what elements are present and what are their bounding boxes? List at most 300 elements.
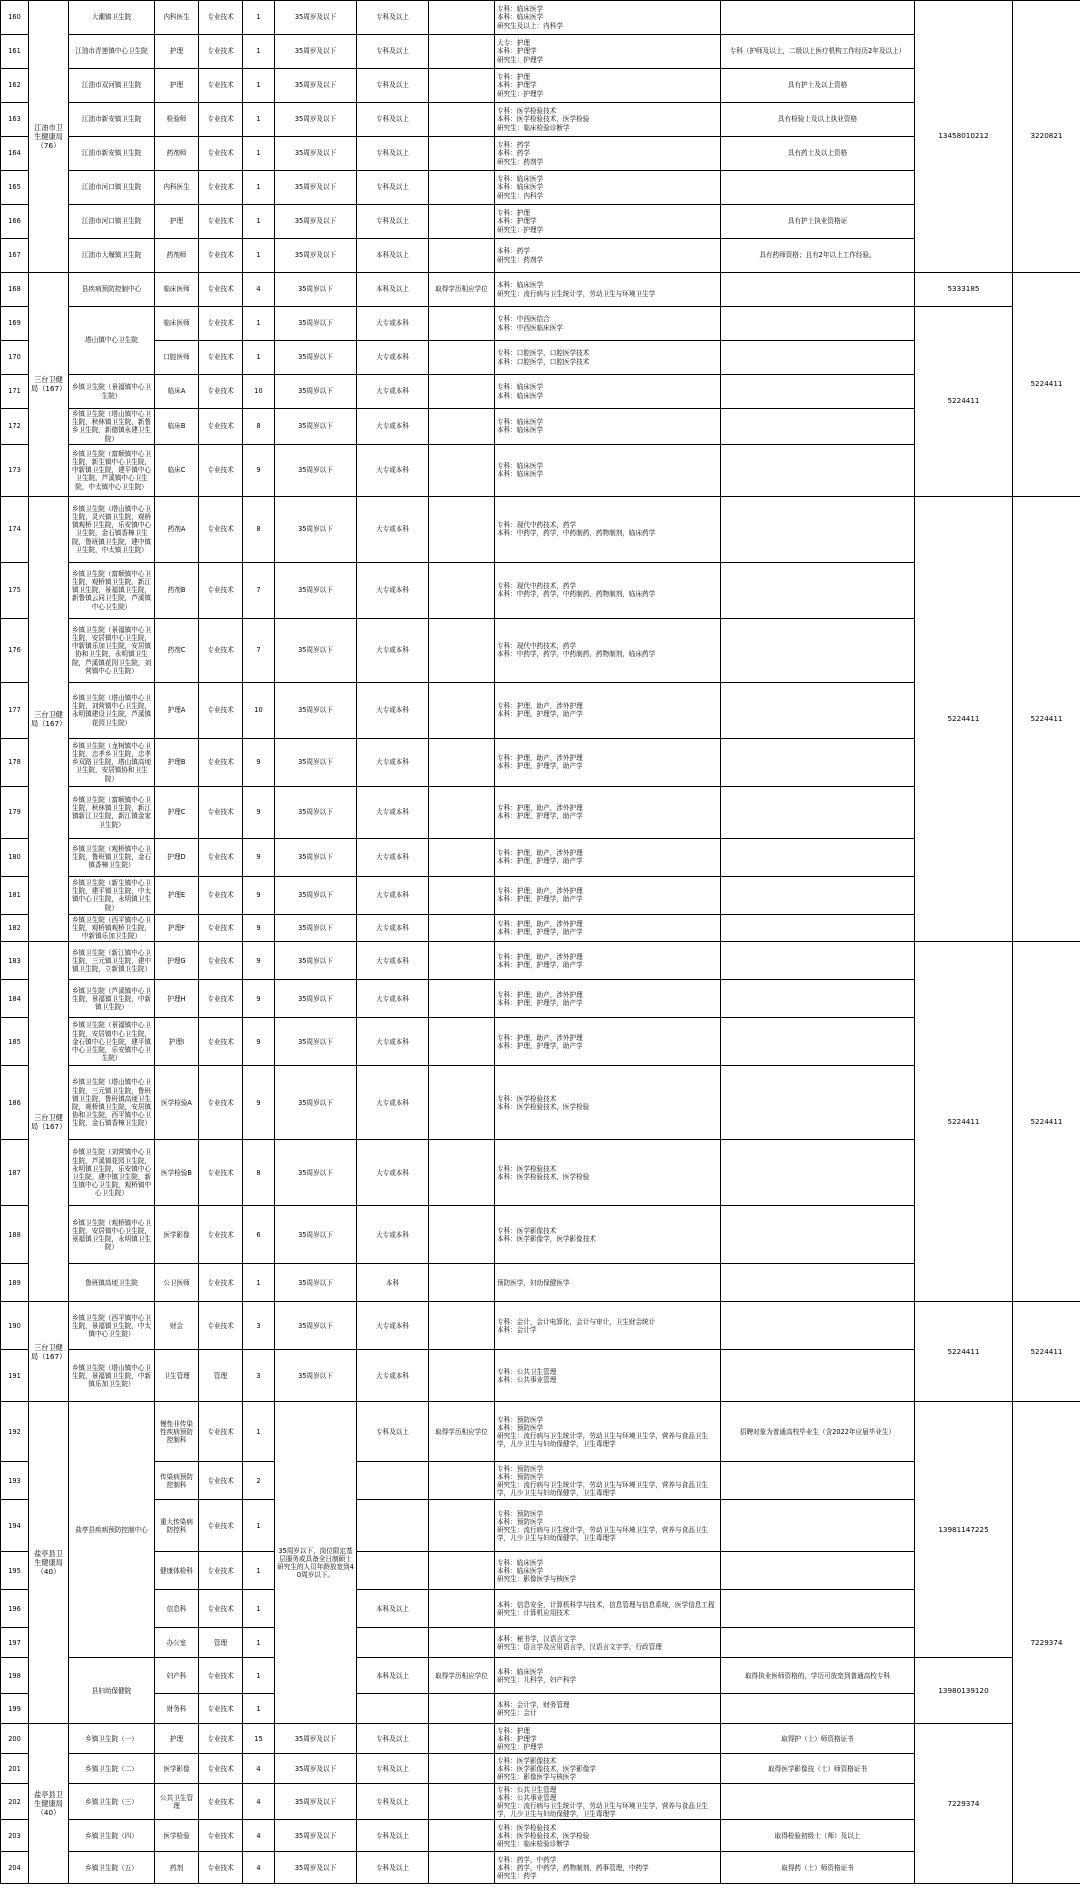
- age-cell: 35周岁以下: [275, 1264, 357, 1302]
- table-row: [1, 1724, 1080, 1754]
- unit-cell: 塔山镇中心卫生院: [69, 307, 155, 375]
- count-cell: 7: [243, 618, 275, 682]
- position-cell: 药剂师: [155, 239, 199, 273]
- phone2-cell: 5224411: [1013, 1302, 1080, 1402]
- position-cell: 护理F: [155, 914, 199, 942]
- category-cell: 专业技术: [199, 69, 243, 103]
- degree-cell: [429, 1066, 495, 1140]
- major-cell: 专科：临床医学 本科：临床医学: [495, 409, 721, 445]
- requirement-cell: [721, 1350, 915, 1402]
- unit-cell: 乡镇卫生院（观桥镇中心卫生院，安居镇中心卫生院，景福镇卫生院，永明镇卫生院）: [69, 1206, 155, 1264]
- row-number: 187: [1, 1140, 29, 1206]
- degree-cell: [429, 1500, 495, 1552]
- education-cell: 大专或本科: [357, 375, 429, 409]
- unit-cell: 乡镇卫生院（西平镇中心卫生院，观桥镇观桥卫生院，中新镇乐加卫生院）: [69, 914, 155, 942]
- age-cell: 35周岁及以下: [275, 1, 357, 35]
- requirement-cell: [721, 375, 915, 409]
- position-cell: 临床医师: [155, 273, 199, 307]
- count-cell: 8: [243, 496, 275, 562]
- row-number: 188: [1, 1206, 29, 1264]
- unit-cell: 盐亭县疾病预防控制中心: [69, 1402, 155, 1658]
- degree-cell: [429, 1302, 495, 1350]
- row-number: 196: [1, 1590, 29, 1628]
- age-cell: 35周岁以下: [275, 409, 357, 445]
- count-cell: 1: [243, 239, 275, 273]
- education-cell: 大专或本科: [357, 1140, 429, 1206]
- education-cell: 本科及以上: [357, 1590, 429, 1628]
- degree-cell: [429, 1852, 495, 1884]
- row-number: 164: [1, 137, 29, 171]
- category-cell: 专业技术: [199, 1, 243, 35]
- dept-cell: 三台卫健局（167）: [29, 942, 69, 1302]
- row-number: 168: [1, 273, 29, 307]
- count-cell: 1: [243, 103, 275, 137]
- position-cell: 医学检验B: [155, 1140, 199, 1206]
- degree-cell: [429, 980, 495, 1018]
- count-cell: 6: [243, 1206, 275, 1264]
- age-cell: 35周岁以下: [275, 496, 357, 562]
- requirement-cell: [721, 1784, 915, 1820]
- unit-cell: 江油市河口镇卫生院: [69, 171, 155, 205]
- requirement-cell: 专科（护师及以上，二级以上医疗机构工作经历2年及以上）: [721, 35, 915, 69]
- category-cell: 专业技术: [199, 1402, 243, 1462]
- position-cell: 检验师: [155, 103, 199, 137]
- row-number: 189: [1, 1264, 29, 1302]
- major-cell: 本科：秘书学，汉语言文学 研究生：语言学及应用语言学，汉语言文字学，行政管理: [495, 1628, 721, 1658]
- requirement-cell: [721, 444, 915, 496]
- requirement-cell: [721, 562, 915, 618]
- dept-cell: 三台卫健局（167）: [29, 273, 69, 497]
- requirement-cell: [721, 1628, 915, 1658]
- position-cell: 护理H: [155, 980, 199, 1018]
- phone-cell: 7229374: [915, 1724, 1013, 1884]
- category-cell: 专业技术: [199, 103, 243, 137]
- category-cell: 专业技术: [199, 562, 243, 618]
- degree-cell: [429, 137, 495, 171]
- requirement-cell: [721, 980, 915, 1018]
- count-cell: 9: [243, 1018, 275, 1066]
- major-cell: 专科：护理，助产，涉外护理 本科：护理，护理学，助产学: [495, 786, 721, 838]
- phone2-cell: 5224411: [1013, 273, 1080, 497]
- dept-cell: 盐亭县卫生健康局（40）: [29, 1402, 69, 1724]
- row-number: 204: [1, 1852, 29, 1884]
- major-cell: 专科：公共卫生管理 本科：公共事业管理: [495, 1350, 721, 1402]
- age-cell: 35周岁以下: [275, 738, 357, 786]
- age-cell: 35周岁及以下: [275, 69, 357, 103]
- major-cell: 专科：医学检验技术 本科：医学检验技术，医学检验: [495, 1066, 721, 1140]
- row-number: 170: [1, 341, 29, 375]
- category-cell: 专业技术: [199, 786, 243, 838]
- major-cell: 专科：预防医学 本科：预防医学 研究生：流行病与卫生统计学，劳动卫生与环境卫生学，营养与食品卫生学，儿少卫生与妇幼保健学，卫生毒理学: [495, 1402, 721, 1462]
- count-cell: 4: [243, 1754, 275, 1784]
- unit-cell: 乡镇卫生院（塔山镇中心卫生院，景福镇卫生院，中新镇乐加卫生院）: [69, 1350, 155, 1402]
- education-cell: 专科及以上: [357, 103, 429, 137]
- age-cell: 35周岁及以下: [275, 1852, 357, 1884]
- count-cell: 9: [243, 914, 275, 942]
- major-cell: 本科：信息安全，计算机科学与技术，信息管理与信息系统，医学信息工程 研究生：计算机应用技术: [495, 1590, 721, 1628]
- position-cell: 护理A: [155, 682, 199, 738]
- table-body: [1, 1, 1080, 1884]
- education-cell: 专科及以上: [357, 205, 429, 239]
- row-number: 165: [1, 171, 29, 205]
- position-cell: 药剂C: [155, 618, 199, 682]
- unit-cell: 江油市大堰镇卫生院: [69, 239, 155, 273]
- education-cell: 大专或本科: [357, 1018, 429, 1066]
- requirement-cell: [721, 1264, 915, 1302]
- category-cell: 专业技术: [199, 980, 243, 1018]
- requirement-cell: 取得药（士）师资格证书: [721, 1852, 915, 1884]
- education-cell: 本科: [357, 1264, 429, 1302]
- category-cell: 专业技术: [199, 409, 243, 445]
- education-cell: 专科及以上: [357, 1820, 429, 1852]
- major-cell: 本科：临床医学 研究生：流行病与卫生统计学，劳动卫生与环境卫生学: [495, 273, 721, 307]
- category-cell: 专业技术: [199, 496, 243, 562]
- position-cell: 护理I: [155, 1018, 199, 1066]
- position-cell: 公卫医师: [155, 1264, 199, 1302]
- education-cell: 大专或本科: [357, 341, 429, 375]
- education-cell: [357, 1628, 429, 1658]
- degree-cell: [429, 1552, 495, 1590]
- unit-cell: 乡镇卫生院（富顺镇中心卫生院，观桥镇卫生院，新江镇卫生院，景福镇卫生院，新鲁镇云同卫生院，芦溪镇中心卫生院）: [69, 562, 155, 618]
- table-row: [1, 307, 1080, 341]
- position-cell: 临床A: [155, 375, 199, 409]
- category-cell: 专业技术: [199, 1590, 243, 1628]
- row-number: 167: [1, 239, 29, 273]
- position-cell: 健康体检科: [155, 1552, 199, 1590]
- degree-cell: [429, 1264, 495, 1302]
- unit-cell: 乡镇卫生院（塔山镇中心卫生院，秋林镇卫生院，新鲁乡卫生院，新德镇永建卫生院）: [69, 409, 155, 445]
- degree-cell: [429, 562, 495, 618]
- unit-cell: 乡镇卫生院（西平镇中心卫生院，景福镇卫生院，中太镇中心卫生院）: [69, 1302, 155, 1350]
- age-cell: 35周岁以下: [275, 1302, 357, 1350]
- education-cell: 专科及以上: [357, 35, 429, 69]
- age-cell: 35周岁以下: [275, 682, 357, 738]
- requirement-cell: 取得医学影像技（士）师资格证书: [721, 1754, 915, 1784]
- table-row: [1, 1302, 1080, 1350]
- age-cell: 35周岁以下: [275, 914, 357, 942]
- degree-cell: [429, 942, 495, 980]
- category-cell: 专业技术: [199, 307, 243, 341]
- unit-cell: 乡镇卫生院（塔山镇中心卫生院，三元镇卫生院，鲁班镇卫生院，鲁班镇高埂卫生院，观桥镇卫生院，安居镇协和卫生院，西平镇中心卫生院，金石镇香樟卫生院）: [69, 1066, 155, 1140]
- category-cell: 专业技术: [199, 1820, 243, 1852]
- requirement-cell: 招聘对象为普通高校毕业生（含2022年应届毕业生）: [721, 1402, 915, 1462]
- row-number: 173: [1, 444, 29, 496]
- category-cell: 专业技术: [199, 942, 243, 980]
- major-cell: 专科：护理，助产，涉外护理 本科：护理，护理学，助产学: [495, 942, 721, 980]
- count-cell: 10: [243, 375, 275, 409]
- position-cell: 药剂B: [155, 562, 199, 618]
- unit-cell: 县疾病预防控制中心: [69, 273, 155, 307]
- row-number: 201: [1, 1754, 29, 1784]
- major-cell: 专科：医学检验技术 本科：医学检验技术，医学检验: [495, 1140, 721, 1206]
- row-number: 176: [1, 618, 29, 682]
- count-cell: 1: [243, 1552, 275, 1590]
- position-cell: 医学影像: [155, 1754, 199, 1784]
- requirement-cell: 具有护士执业资格证: [721, 205, 915, 239]
- dept-cell: 盐亭县卫生健康局（40）: [29, 1724, 69, 1884]
- phone2-cell: 5224411: [1013, 942, 1080, 1302]
- category-cell: 专业技术: [199, 618, 243, 682]
- age-cell: 35周岁以下，岗位限定基层服务或具备全日制硕士研究生的人员年龄放宽到40周岁以下。: [275, 1402, 357, 1724]
- position-cell: 医学检验: [155, 1820, 199, 1852]
- degree-cell: [429, 496, 495, 562]
- requirement-cell: [721, 1500, 915, 1552]
- degree-cell: [429, 1350, 495, 1402]
- row-number: 198: [1, 1658, 29, 1694]
- degree-cell: [429, 738, 495, 786]
- count-cell: 2: [243, 1462, 275, 1500]
- category-cell: 专业技术: [199, 682, 243, 738]
- row-number: 192: [1, 1402, 29, 1462]
- requirement-cell: [721, 876, 915, 914]
- category-cell: 管理: [199, 1628, 243, 1658]
- count-cell: 1: [243, 307, 275, 341]
- category-cell: 专业技术: [199, 1852, 243, 1884]
- phone-cell: 5224411: [915, 496, 1013, 942]
- count-cell: 8: [243, 409, 275, 445]
- major-cell: 大专：护理 本科：护理学 研究生：护理学: [495, 35, 721, 69]
- row-number: 174: [1, 496, 29, 562]
- major-cell: 专科：医学检验技术 本科：医学检验技术，医学检验 研究生：临床检验诊断学: [495, 1820, 721, 1852]
- education-cell: 大专或本科: [357, 786, 429, 838]
- table-row: [1, 1402, 1080, 1462]
- category-cell: 专业技术: [199, 171, 243, 205]
- count-cell: 9: [243, 1066, 275, 1140]
- category-cell: 专业技术: [199, 239, 243, 273]
- major-cell: 专科：护理，助产，涉外护理 本科：护理，护理学，助产学: [495, 1018, 721, 1066]
- row-number: 193: [1, 1462, 29, 1500]
- degree-cell: 取得学历相应学位: [429, 1402, 495, 1462]
- position-cell: 财务科: [155, 1694, 199, 1724]
- degree-cell: [429, 1820, 495, 1852]
- count-cell: 4: [243, 273, 275, 307]
- education-cell: 专科及以上: [357, 137, 429, 171]
- education-cell: 本科及以上: [357, 1658, 429, 1694]
- position-cell: 重大传染病防控科: [155, 1500, 199, 1552]
- major-cell: 专科：现代中药技术，药学 本科：中药学，药学，中药制药，药物制剂，临床药学: [495, 562, 721, 618]
- requirement-cell: [721, 1552, 915, 1590]
- major-cell: 专科：临床医学 本科：临床医学 研究生：内科学: [495, 171, 721, 205]
- row-number: 182: [1, 914, 29, 942]
- requirement-cell: [721, 1206, 915, 1264]
- age-cell: 35周岁以下: [275, 307, 357, 341]
- unit-cell: 乡镇卫生院（富顺镇中心卫生院，秋林镇卫生院，新江镇新江卫生院，新江镇金家卫生院）: [69, 786, 155, 838]
- requirement-cell: [721, 273, 915, 307]
- degree-cell: [429, 307, 495, 341]
- phone-cell: 13458010212: [915, 1, 1013, 273]
- major-cell: 专科：临床医学 本科：临床医学 研究生及以上：内科学: [495, 1, 721, 35]
- degree-cell: [429, 35, 495, 69]
- category-cell: 专业技术: [199, 137, 243, 171]
- age-cell: 35周岁以下: [275, 838, 357, 876]
- row-number: 199: [1, 1694, 29, 1724]
- degree-cell: [429, 1, 495, 35]
- row-number: 183: [1, 942, 29, 980]
- major-cell: 专科：药学 本科：药学 研究生：药剂学: [495, 137, 721, 171]
- unit-cell: 江油市青莲镇中心卫生院: [69, 35, 155, 69]
- count-cell: 10: [243, 682, 275, 738]
- degree-cell: [429, 1140, 495, 1206]
- requirement-cell: [721, 1018, 915, 1066]
- row-number: 177: [1, 682, 29, 738]
- education-cell: 专科及以上: [357, 1, 429, 35]
- requirement-cell: 具有药士及以上资格: [721, 137, 915, 171]
- unit-cell: 乡镇卫生院（景福镇中心卫生院）: [69, 375, 155, 409]
- position-cell: 药剂A: [155, 496, 199, 562]
- count-cell: 4: [243, 1820, 275, 1852]
- position-cell: 药剂: [155, 1852, 199, 1884]
- education-cell: 大专或本科: [357, 618, 429, 682]
- phone-cell: 5224411: [915, 942, 1013, 1302]
- position-cell: 药剂师: [155, 137, 199, 171]
- position-cell: 护理G: [155, 942, 199, 980]
- major-cell: 本科：会计学，财务管理 研究生：会计: [495, 1694, 721, 1724]
- education-cell: 大专或本科: [357, 562, 429, 618]
- degree-cell: [429, 1628, 495, 1658]
- category-cell: 专业技术: [199, 1552, 243, 1590]
- major-cell: 专科：临床医学 本科：临床医学: [495, 444, 721, 496]
- education-cell: 大专或本科: [357, 682, 429, 738]
- row-number: 178: [1, 738, 29, 786]
- category-cell: 专业技术: [199, 1500, 243, 1552]
- unit-cell: 乡镇卫生院（新江镇中心卫生院，三元镇卫生院，建中镇卫生院，立新镇卫生院）: [69, 942, 155, 980]
- major-cell: 专科：护理 本科：护理学 研究生：护理学: [495, 205, 721, 239]
- count-cell: 9: [243, 738, 275, 786]
- major-cell: 专科：现代中药技术，药学 本科：中药学，药学，中药制药，药物制剂，临床药学: [495, 618, 721, 682]
- requirement-cell: [721, 1302, 915, 1350]
- major-cell: 专科：护理，助产，涉外护理 本科：护理，护理学，助产学: [495, 980, 721, 1018]
- education-cell: [357, 1462, 429, 1500]
- education-cell: 本科及以上: [357, 273, 429, 307]
- unit-cell: 乡镇卫生院（刘营镇中心卫生院，芦溪镇花园卫生院，永明镇卫生院，乐安镇中心卫生院，建中镇卫生院，新生镇中心卫生院，观桥镇中心卫生院）: [69, 1140, 155, 1206]
- category-cell: 专业技术: [199, 1694, 243, 1724]
- age-cell: 35周岁及以下: [275, 1754, 357, 1784]
- major-cell: 专科：药学，中药学 本科：药学，中药学，药物制剂，药事管理，中药学 研究生：药学: [495, 1852, 721, 1884]
- education-cell: 大专或本科: [357, 838, 429, 876]
- category-cell: 专业技术: [199, 35, 243, 69]
- degree-cell: [429, 171, 495, 205]
- age-cell: 35周岁以下: [275, 786, 357, 838]
- position-cell: 口腔医师: [155, 341, 199, 375]
- education-cell: 专科及以上: [357, 171, 429, 205]
- degree-cell: [429, 1754, 495, 1784]
- position-cell: 公共卫生管理: [155, 1784, 199, 1820]
- count-cell: 1: [243, 1264, 275, 1302]
- count-cell: 9: [243, 786, 275, 838]
- category-cell: 专业技术: [199, 1754, 243, 1784]
- unit-cell: 乡镇卫生院（塔山镇中心卫生院，灵兴镇卫生院，观桥镇观桥卫生院，乐安镇中心卫生院，金石镇香樟卫生院，鲁班镇卫生院，建中镇卫生院，中太镇卫生院）: [69, 496, 155, 562]
- unit-cell: 江油市双河镇卫生院: [69, 69, 155, 103]
- requirement-cell: 取得护（士）师资格证书: [721, 1724, 915, 1754]
- count-cell: 1: [243, 1, 275, 35]
- row-number: 194: [1, 1500, 29, 1552]
- count-cell: 4: [243, 1784, 275, 1820]
- requirement-cell: [721, 1, 915, 35]
- major-cell: 专科：护理 本科：护理学 研究生：护理学: [495, 69, 721, 103]
- unit-cell: 乡镇卫生院（二）: [69, 1754, 155, 1784]
- unit-cell: 鲁班镇高埂卫生院: [69, 1264, 155, 1302]
- position-cell: 内科医生: [155, 171, 199, 205]
- unit-cell: 乡镇卫生院（景福镇中心卫生院，安居镇中心卫生院，中新镇乐加卫生院，安居镇协和卫生院，永明镇卫生院，芦溪镇花园卫生院，刘营镇中心卫生院）: [69, 618, 155, 682]
- requirement-cell: [721, 942, 915, 980]
- phone-cell: 5224411: [915, 307, 1013, 497]
- degree-cell: [429, 1206, 495, 1264]
- table-row: [1, 273, 1080, 307]
- category-cell: 管理: [199, 1350, 243, 1402]
- education-cell: 专科及以上: [357, 1754, 429, 1784]
- education-cell: 本科及以上: [357, 239, 429, 273]
- row-number: 190: [1, 1302, 29, 1350]
- category-cell: 专业技术: [199, 1140, 243, 1206]
- category-cell: 专业技术: [199, 1302, 243, 1350]
- count-cell: 3: [243, 1350, 275, 1402]
- requirement-cell: [721, 409, 915, 445]
- row-number: 197: [1, 1628, 29, 1658]
- degree-cell: [429, 838, 495, 876]
- count-cell: 1: [243, 341, 275, 375]
- education-cell: 大专或本科: [357, 1302, 429, 1350]
- requirement-cell: [721, 786, 915, 838]
- age-cell: 35周岁及以下: [275, 171, 357, 205]
- position-cell: 财会: [155, 1302, 199, 1350]
- row-number: 200: [1, 1724, 29, 1754]
- degree-cell: 取得学历相应学位: [429, 1658, 495, 1694]
- degree-cell: [429, 618, 495, 682]
- row-number: 162: [1, 69, 29, 103]
- category-cell: 专业技术: [199, 914, 243, 942]
- position-cell: 医学影像: [155, 1206, 199, 1264]
- major-cell: 本科：药学 研究生：药剂学: [495, 239, 721, 273]
- phone2-cell: 3220821: [1013, 1, 1080, 273]
- major-cell: 专科：临床医学 本科：临床医学 研究生：影像医学与核医学: [495, 1552, 721, 1590]
- position-cell: 妇产科: [155, 1658, 199, 1694]
- major-cell: 专科：护理，助产，涉外护理 本科：护理，护理学，助产学: [495, 876, 721, 914]
- major-cell: 专科：护理，助产，涉外护理 本科：护理，护理学，助产学: [495, 738, 721, 786]
- unit-cell: 乡镇卫生院（一）: [69, 1724, 155, 1754]
- degree-cell: [429, 103, 495, 137]
- education-cell: 专科及以上: [357, 1852, 429, 1884]
- major-cell: 专科：护理，助产，涉外护理 本科：护理，护理学，助产学: [495, 838, 721, 876]
- age-cell: 35周岁以下: [275, 341, 357, 375]
- education-cell: 大专或本科: [357, 914, 429, 942]
- age-cell: 35周岁以下: [275, 980, 357, 1018]
- major-cell: 专科：医学影像技术 本科：医学影像技术，医学影像学 研究生：影像医学与核医学: [495, 1754, 721, 1784]
- major-cell: 本科：临床医学 研究生：儿科学，妇产科学: [495, 1658, 721, 1694]
- major-cell: 专科：中西医结合 本科：中西医临床医学: [495, 307, 721, 341]
- requirement-cell: [721, 738, 915, 786]
- degree-cell: [429, 205, 495, 239]
- unit-cell: 乡镇卫生院（观桥镇中心卫生院，鲁班镇卫生院，金石镇香樟卫生院）: [69, 838, 155, 876]
- education-cell: 大专或本科: [357, 307, 429, 341]
- major-cell: 专科：临床医学 本科：临床医学: [495, 375, 721, 409]
- unit-cell: 县妇幼保健院: [69, 1658, 155, 1724]
- major-cell: 专科：口腔医学，口腔医学技术 本科：口腔医学，口腔医学技术: [495, 341, 721, 375]
- category-cell: 专业技术: [199, 273, 243, 307]
- count-cell: 7: [243, 562, 275, 618]
- count-cell: 1: [243, 171, 275, 205]
- table-row: [1, 1, 1080, 35]
- age-cell: 35周岁及以下: [275, 239, 357, 273]
- requirement-cell: [721, 171, 915, 205]
- phone-cell: 5333185: [915, 273, 1013, 307]
- unit-cell: 大潮镇卫生院: [69, 1, 155, 35]
- phone2-cell: 7229374: [1013, 1402, 1080, 1884]
- requirement-cell: [721, 682, 915, 738]
- count-cell: 1: [243, 1500, 275, 1552]
- requirement-cell: [721, 1066, 915, 1140]
- row-number: 195: [1, 1552, 29, 1590]
- count-cell: 9: [243, 838, 275, 876]
